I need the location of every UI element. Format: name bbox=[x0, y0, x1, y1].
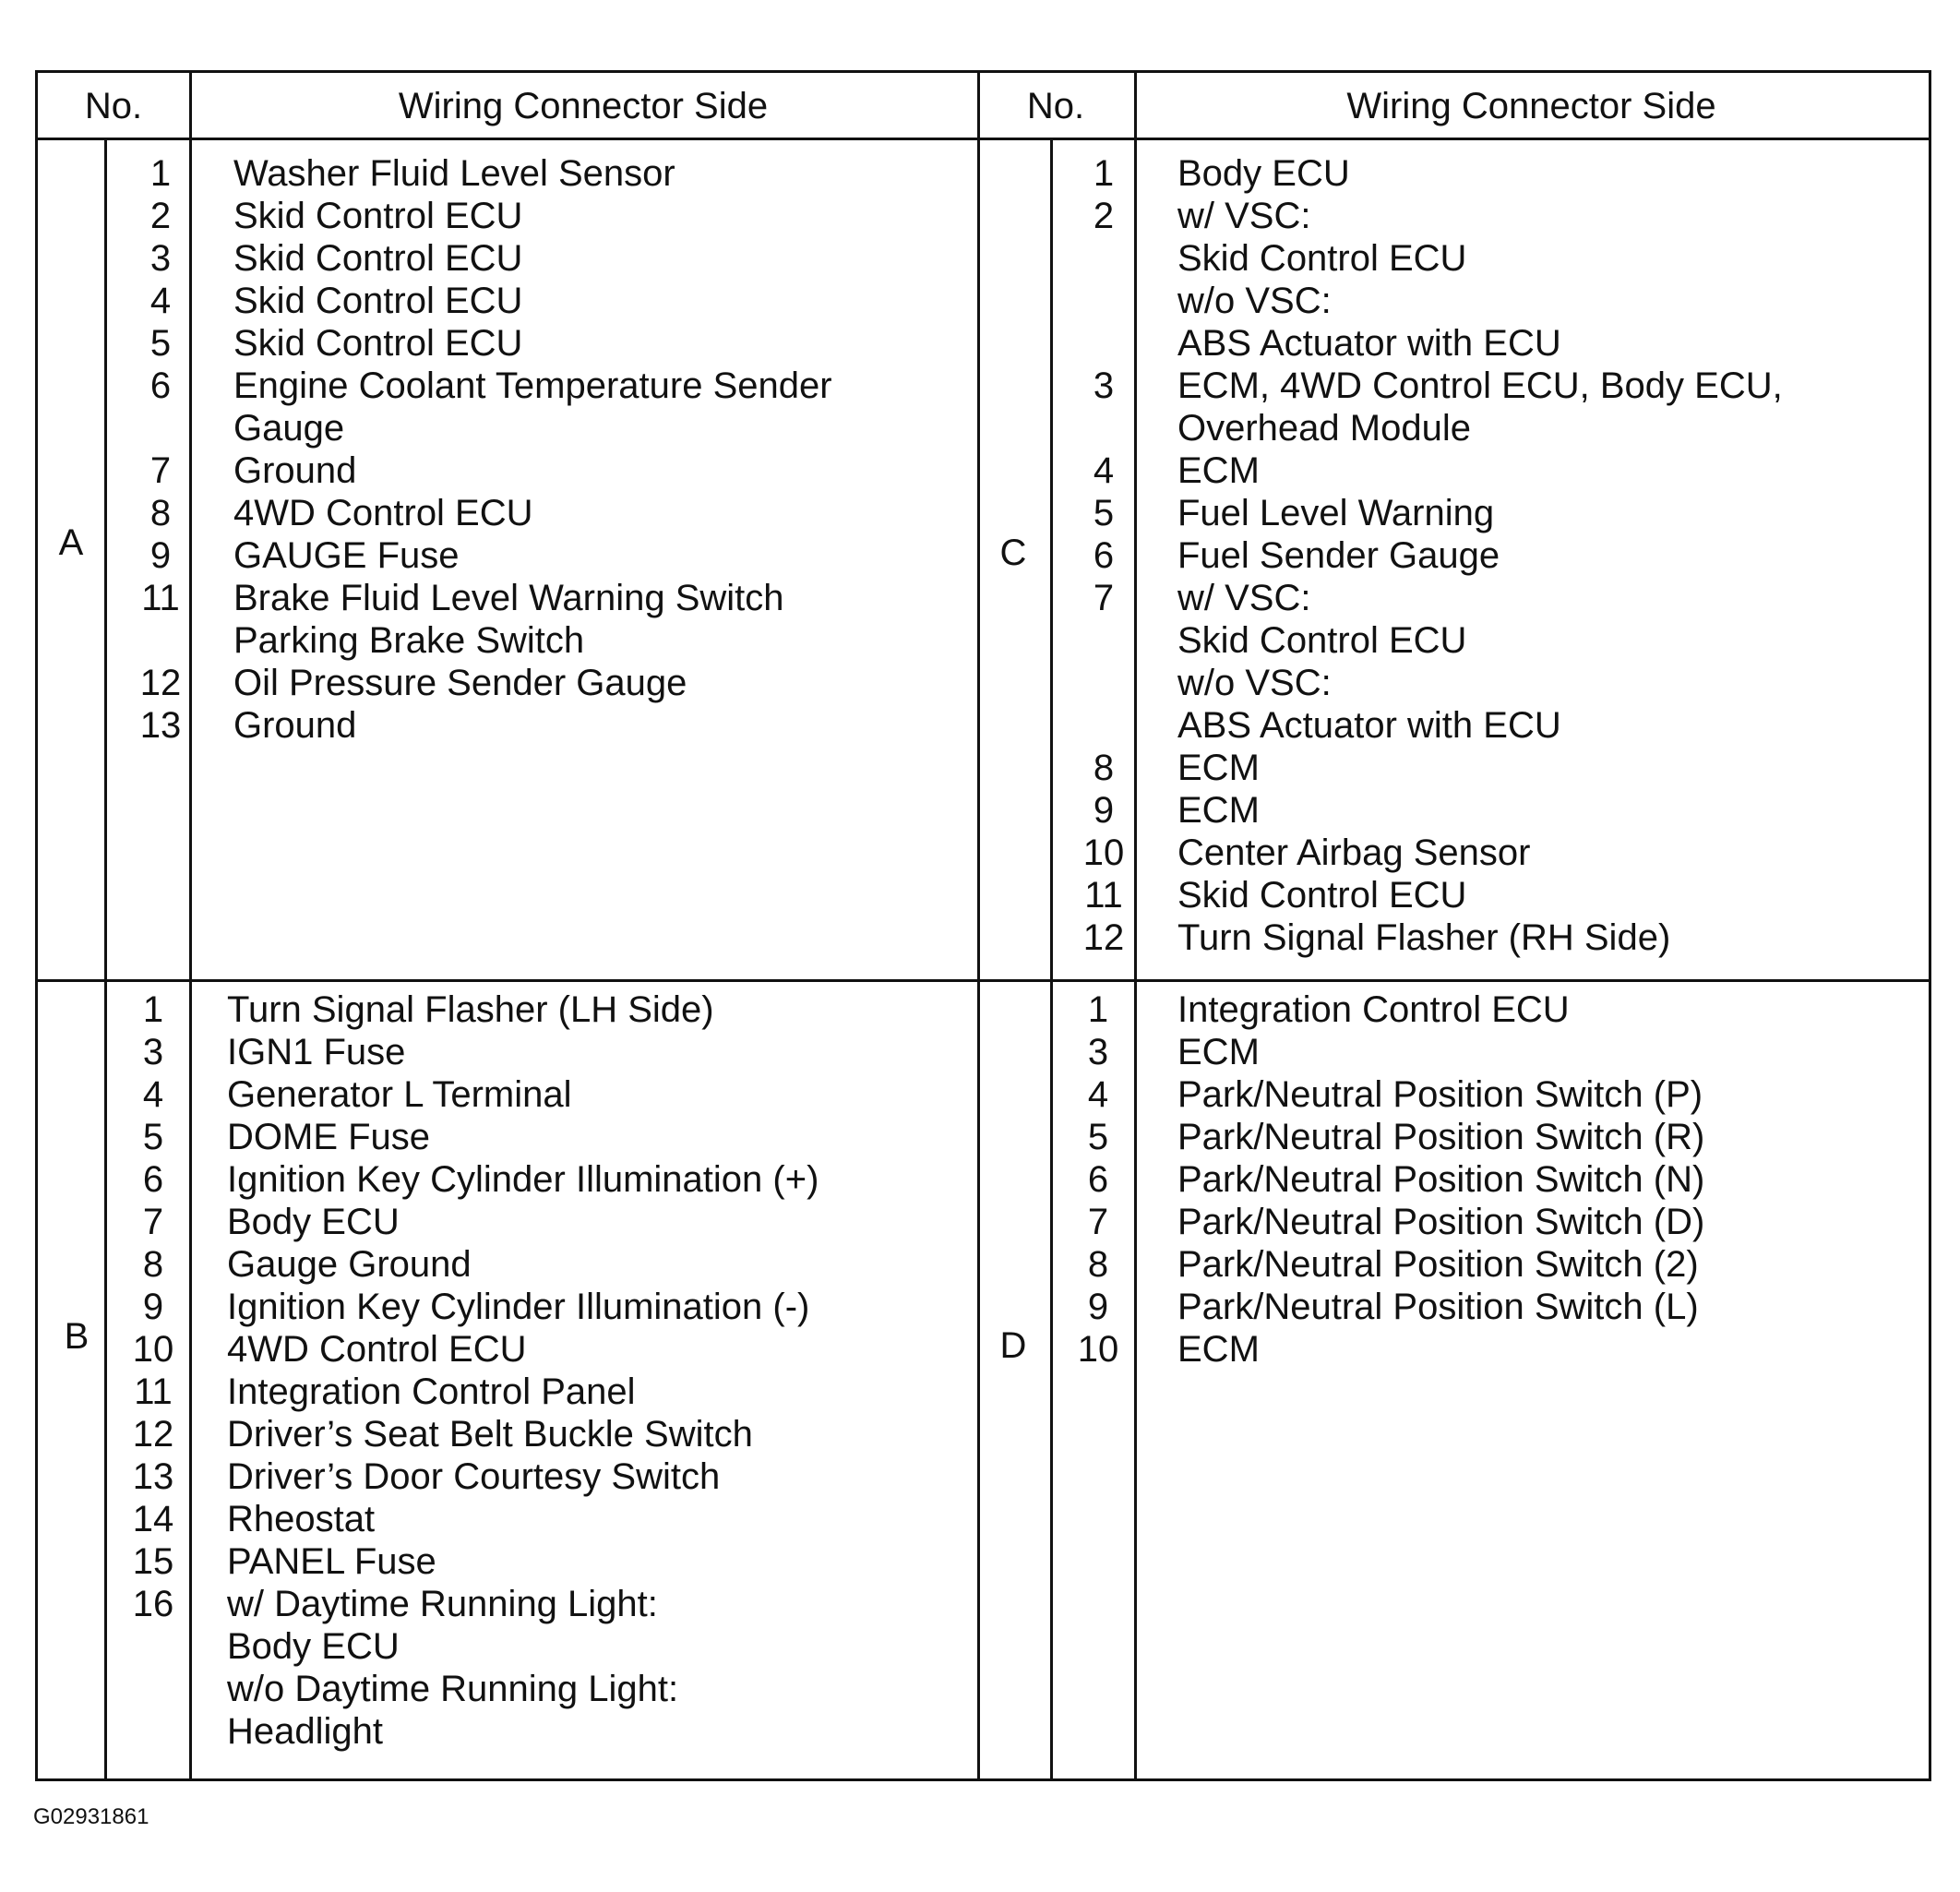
terminal-number bbox=[130, 407, 191, 449]
connector-description: ABS Actuator with ECU bbox=[1177, 705, 1561, 746]
terminal-number: 4 bbox=[142, 1074, 164, 1115]
connector-description: ABS Actuator with ECU bbox=[1177, 323, 1561, 364]
connector-description: Ground bbox=[233, 705, 357, 746]
section-c-descriptions bbox=[1177, 152, 1916, 959]
terminal-number: 10 bbox=[1082, 832, 1125, 873]
connector-description: Turn Signal Flasher (LH Side) bbox=[227, 989, 714, 1030]
header-no-right: No. bbox=[1026, 86, 1085, 126]
connector-description: PANEL Fuse bbox=[227, 1541, 436, 1582]
terminal-number: 13 bbox=[132, 1456, 174, 1497]
connector-table bbox=[35, 70, 1931, 1781]
section-b-numbers bbox=[121, 988, 185, 1753]
terminal-number: 13 bbox=[139, 705, 182, 746]
connector-description: DOME Fuse bbox=[227, 1117, 431, 1157]
connector-description: Fuel Level Warning bbox=[1177, 493, 1495, 533]
connector-description: Fuel Sender Gauge bbox=[1177, 535, 1500, 576]
connector-description: Body ECU bbox=[227, 1202, 400, 1242]
terminal-number bbox=[1073, 322, 1134, 365]
connector-description: Body ECU bbox=[227, 1626, 400, 1667]
divider bbox=[38, 979, 1929, 982]
terminal-number: 1 bbox=[1093, 153, 1115, 194]
header-wiring-connector-side-right: Wiring Connector Side bbox=[1346, 86, 1716, 126]
connector-description: w/ VSC: bbox=[1177, 578, 1311, 618]
connector-description: ECM, 4WD Control ECU, Body ECU, bbox=[1177, 365, 1783, 406]
connector-description: Park/Neutral Position Switch (N) bbox=[1177, 1159, 1705, 1200]
connector-description: Turn Signal Flasher (RH Side) bbox=[1177, 917, 1671, 958]
connector-description: w/o Daytime Running Light: bbox=[227, 1669, 679, 1709]
terminal-number bbox=[1073, 662, 1134, 704]
connector-description: Center Airbag Sensor bbox=[1177, 832, 1531, 873]
connector-description: w/o VSC: bbox=[1177, 281, 1332, 321]
connector-description: Brake Fluid Level Warning Switch bbox=[233, 578, 784, 618]
connector-description: Washer Fluid Level Sensor bbox=[233, 153, 675, 194]
connector-description: ECM bbox=[1177, 1032, 1260, 1072]
section-b-descriptions bbox=[227, 988, 965, 1753]
connector-description: Generator L Terminal bbox=[227, 1074, 572, 1115]
connector-description: Ground bbox=[233, 450, 357, 491]
terminal-number: 6 bbox=[1087, 1159, 1109, 1200]
terminal-number: 5 bbox=[142, 1117, 164, 1157]
terminal-number: 12 bbox=[1082, 917, 1125, 958]
terminal-number: 4 bbox=[149, 281, 172, 321]
terminal-number: 4 bbox=[1087, 1074, 1109, 1115]
connector-description: Park/Neutral Position Switch (R) bbox=[1177, 1117, 1705, 1157]
connector-description: ECM bbox=[1177, 1329, 1260, 1370]
divider bbox=[104, 139, 107, 1778]
terminal-number: 10 bbox=[1077, 1329, 1119, 1370]
connector-description: Skid Control ECU bbox=[233, 196, 523, 236]
connector-description: Body ECU bbox=[1177, 153, 1350, 194]
connector-description: Skid Control ECU bbox=[1177, 875, 1467, 916]
divider bbox=[1134, 73, 1137, 1778]
terminal-number: 3 bbox=[1087, 1032, 1109, 1072]
connector-description: Skid Control ECU bbox=[233, 323, 523, 364]
section-letter-b: B bbox=[64, 1316, 90, 1357]
section-d-numbers bbox=[1066, 988, 1130, 1371]
terminal-number: 10 bbox=[132, 1329, 174, 1370]
terminal-number: 5 bbox=[1087, 1117, 1109, 1157]
terminal-number: 8 bbox=[142, 1244, 164, 1285]
connector-description: Driver’s Door Courtesy Switch bbox=[227, 1456, 721, 1497]
connector-description: Engine Coolant Temperature Sender bbox=[233, 365, 832, 406]
connector-description: w/o VSC: bbox=[1177, 663, 1332, 703]
connector-description: Driver’s Seat Belt Buckle Switch bbox=[227, 1414, 753, 1455]
section-letter-a: A bbox=[58, 522, 84, 563]
terminal-number bbox=[1073, 237, 1134, 280]
terminal-number: 16 bbox=[132, 1584, 174, 1624]
terminal-number bbox=[130, 619, 191, 662]
connector-description: Skid Control ECU bbox=[1177, 620, 1467, 661]
section-c-numbers bbox=[1073, 152, 1134, 959]
terminal-number: 9 bbox=[142, 1287, 164, 1327]
terminal-number: 12 bbox=[132, 1414, 174, 1455]
terminal-number: 15 bbox=[132, 1541, 174, 1582]
terminal-number: 6 bbox=[1093, 535, 1115, 576]
terminal-number: 11 bbox=[134, 1371, 173, 1412]
figure-id: G02931861 bbox=[33, 1804, 149, 1829]
terminal-number: 14 bbox=[132, 1499, 174, 1539]
terminal-number: 2 bbox=[149, 196, 172, 236]
connector-description: 4WD Control ECU bbox=[233, 493, 533, 533]
terminal-number: 1 bbox=[142, 989, 164, 1030]
connector-description: Gauge Ground bbox=[227, 1244, 472, 1285]
connector-description: w/ VSC: bbox=[1177, 196, 1311, 236]
terminal-number bbox=[121, 1625, 185, 1668]
section-a-numbers bbox=[130, 152, 191, 747]
terminal-number bbox=[121, 1710, 185, 1753]
divider bbox=[977, 73, 980, 1778]
terminal-number: 2 bbox=[1093, 196, 1115, 236]
divider bbox=[1050, 139, 1053, 1778]
terminal-number: 7 bbox=[142, 1202, 164, 1242]
connector-description: w/ Daytime Running Light: bbox=[227, 1584, 658, 1624]
connector-description: Ignition Key Cylinder Illumination (+) bbox=[227, 1159, 819, 1200]
terminal-number bbox=[1073, 619, 1134, 662]
terminal-number: 3 bbox=[142, 1032, 164, 1072]
terminal-number bbox=[1073, 407, 1134, 449]
terminal-number: 7 bbox=[149, 450, 172, 491]
connector-description: ECM bbox=[1177, 450, 1260, 491]
connector-description: 4WD Control ECU bbox=[227, 1329, 527, 1370]
terminal-number: 1 bbox=[1087, 989, 1109, 1030]
connector-description: Integration Control Panel bbox=[227, 1371, 636, 1412]
connector-description: Skid Control ECU bbox=[233, 238, 523, 279]
terminal-number: 6 bbox=[149, 365, 172, 406]
header-wiring-connector-side-left: Wiring Connector Side bbox=[398, 86, 769, 126]
terminal-number: 3 bbox=[149, 238, 172, 279]
terminal-number bbox=[1073, 704, 1134, 747]
connector-description: Park/Neutral Position Switch (D) bbox=[1177, 1202, 1705, 1242]
section-letter-d: D bbox=[999, 1325, 1027, 1366]
connector-description: Integration Control ECU bbox=[1177, 989, 1570, 1030]
terminal-number: 11 bbox=[141, 578, 180, 618]
terminal-number: 5 bbox=[149, 323, 172, 364]
terminal-number: 8 bbox=[1093, 748, 1115, 788]
terminal-number: 9 bbox=[1093, 790, 1115, 831]
terminal-number: 8 bbox=[1087, 1244, 1109, 1285]
terminal-number bbox=[1073, 280, 1134, 322]
terminal-number: 3 bbox=[1093, 365, 1115, 406]
connector-description: Headlight bbox=[227, 1711, 384, 1752]
terminal-number: 6 bbox=[142, 1159, 164, 1200]
connector-description: Skid Control ECU bbox=[233, 281, 523, 321]
terminal-number: 9 bbox=[149, 535, 172, 576]
connector-description: ECM bbox=[1177, 790, 1260, 831]
connector-description: Skid Control ECU bbox=[1177, 238, 1467, 279]
section-letter-c: C bbox=[999, 533, 1027, 573]
connector-description: Overhead Module bbox=[1177, 408, 1471, 449]
connector-description: Rheostat bbox=[227, 1499, 376, 1539]
connector-description: ECM bbox=[1177, 748, 1260, 788]
connector-description: Ignition Key Cylinder Illumination (-) bbox=[227, 1287, 810, 1327]
connector-description: Park/Neutral Position Switch (2) bbox=[1177, 1244, 1699, 1285]
connector-description: Park/Neutral Position Switch (L) bbox=[1177, 1287, 1699, 1327]
terminal-number: 5 bbox=[1093, 493, 1115, 533]
terminal-number: 8 bbox=[149, 493, 172, 533]
terminal-number: 4 bbox=[1093, 450, 1115, 491]
section-a-descriptions bbox=[233, 152, 962, 747]
connector-description: Oil Pressure Sender Gauge bbox=[233, 663, 687, 703]
terminal-number: 11 bbox=[1084, 875, 1123, 916]
terminal-number: 7 bbox=[1087, 1202, 1109, 1242]
connector-description: GAUGE Fuse bbox=[233, 535, 460, 576]
header-no-left: No. bbox=[84, 86, 143, 126]
terminal-number: 1 bbox=[149, 153, 172, 194]
terminal-number: 9 bbox=[1087, 1287, 1109, 1327]
terminal-number: 12 bbox=[139, 663, 182, 703]
terminal-number: 7 bbox=[1093, 578, 1115, 618]
connector-description: Parking Brake Switch bbox=[233, 620, 585, 661]
connector-description: Park/Neutral Position Switch (P) bbox=[1177, 1074, 1703, 1115]
terminal-number bbox=[121, 1668, 185, 1710]
section-d-descriptions bbox=[1177, 988, 1916, 1371]
connector-description: Gauge bbox=[233, 408, 345, 449]
connector-description: IGN1 Fuse bbox=[227, 1032, 406, 1072]
